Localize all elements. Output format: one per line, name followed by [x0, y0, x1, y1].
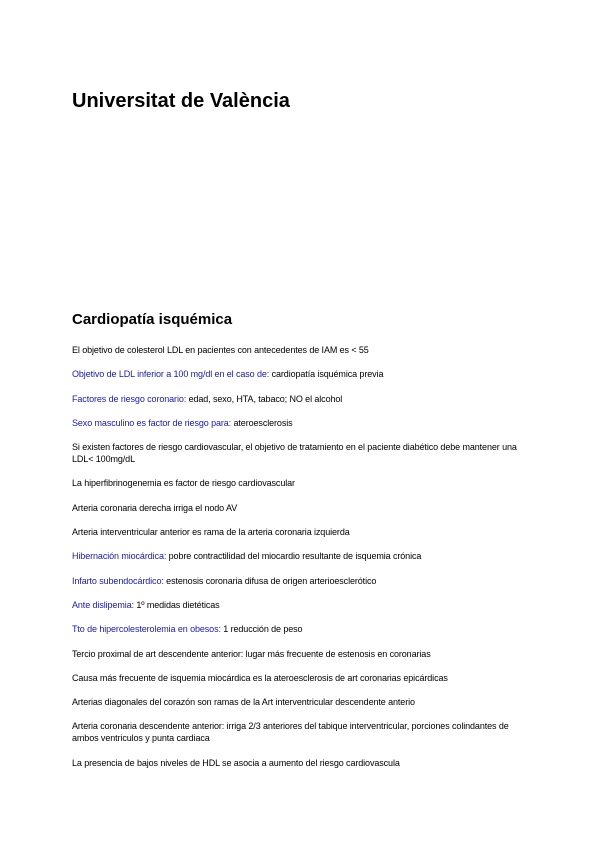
university-title: Universitat de València [72, 90, 290, 112]
item-text: Si existen factores de riesgo cardiovascular, el objetivo de tratamiento en el paciente diabético debe mantener una LDL< 100mg/dL [72, 442, 517, 465]
list-item [72, 696, 532, 708]
item-lead: Objetivo de LDL inferior a 100 mg/dl en el caso de: [72, 369, 270, 380]
list-item [72, 344, 532, 356]
list-item [72, 393, 532, 405]
item-text: Arterias diagonales del corazón son ramas de la Art interventricular descendente anterio [72, 697, 415, 708]
item-lead: Factores de riesgo coronario: [72, 393, 187, 404]
item-text: ateroesclerosis [231, 417, 293, 428]
list-item [72, 477, 532, 489]
item-text: Arteria coronaria descendente anterior: irriga 2/3 anteriores del tabique interventricular, porciones colindantes de ambos ventriculos y punta cardiaca [72, 721, 509, 744]
list-item [72, 757, 532, 769]
section-heading: Cardiopatía isquémica [72, 311, 233, 328]
item-text: La hiperfibrinogenemia es factor de riesgo cardiovascular [72, 478, 295, 489]
list-item [72, 575, 532, 587]
item-lead: Ante dislipemia: [72, 599, 134, 610]
item-text: estenosis coronaria difusa de origen arterioesclerótico [163, 575, 377, 586]
list-item [72, 599, 532, 611]
list-item [72, 550, 532, 562]
item-text: Causa más frecuente de isquemia miocárdica es la ateroesclerosis de art coronarias epicárdicas [72, 672, 448, 683]
item-text: El objetivo de colesterol LDL en pacientes con antecedentes de IAM es < 55 [72, 345, 369, 355]
list-item [72, 441, 532, 465]
list-item [72, 417, 532, 429]
list-item [72, 502, 532, 514]
item-text: Tercio proximal de art descendente anterior: lugar más frecuente de estenosis en coronarias [72, 648, 431, 659]
item-text: 1 reducción de peso [220, 624, 303, 635]
item-text: Arteria coronaria derecha irriga el nodo AV [72, 502, 238, 513]
item-text: La presencia de bajos niveles de HDL se asocia a aumento del riesgo cardiovascula [72, 757, 400, 768]
item-lead: Infarto subendocárdico: [72, 575, 164, 586]
item-text: Arteria interventricular anterior es rama de la arteria coronaria izquierda [72, 527, 350, 538]
item-lead: Hibernación miocárdica: [72, 551, 167, 562]
item-text: pobre contractilidad del miocardio resultante de isquemia crónica [166, 551, 422, 562]
item-text: cardiopatía isquémica previa [269, 369, 384, 380]
list-item [72, 648, 532, 660]
list-item [72, 720, 532, 744]
list-item [72, 672, 532, 684]
list-item [72, 526, 532, 538]
item-text: 1º medidas dietéticas [133, 599, 220, 610]
list-item [72, 623, 532, 635]
item-lead: Tto de hipercolesterolemia en obesos: [72, 624, 221, 635]
notes-list [72, 344, 532, 781]
item-text: edad, sexo, HTA, tabaco; NO el alcohol [186, 393, 343, 404]
item-lead: Sexo masculino es factor de riesgo para: [72, 417, 232, 428]
list-item [72, 368, 532, 380]
